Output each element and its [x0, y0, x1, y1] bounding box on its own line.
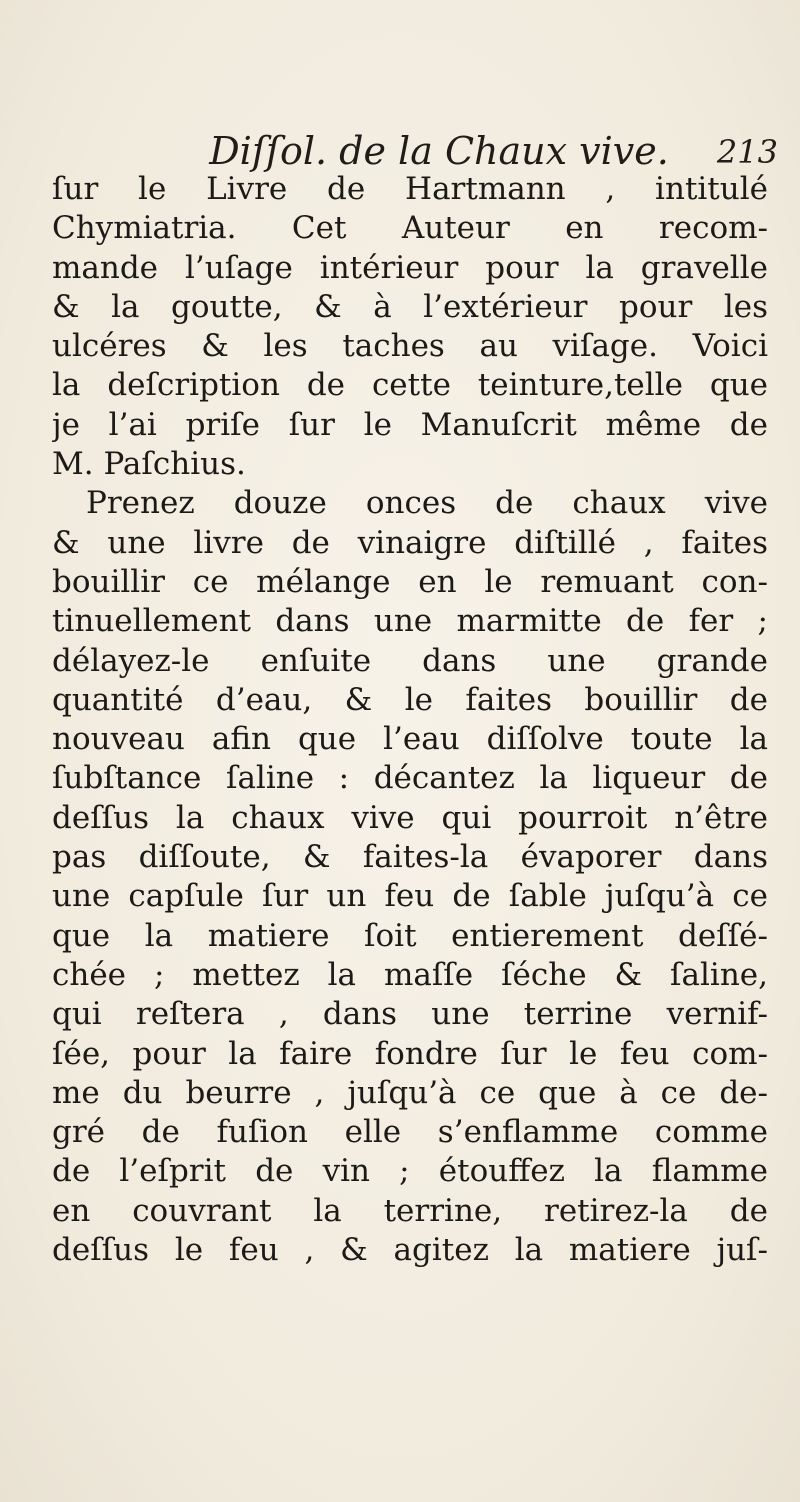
text-line: ſubſtance ſaline : décantez la liqueur de: [52, 760, 768, 797]
text-line: me du beurre , juſqu’à ce que à ce de-: [52, 1074, 768, 1111]
body-text: [52, 170, 768, 1270]
text-line: en couvrant la terrine, retirez-la de: [52, 1192, 768, 1229]
text-line: deſſus la chaux vive qui pourroit n’être: [52, 799, 768, 836]
text-line: mande l’uſage intérieur pour la gravelle: [52, 249, 768, 286]
text-line: de l’eſprit de vin ; étouffez la flamme: [52, 1153, 768, 1190]
text-line: délayez-le enſuite dans une grande: [52, 642, 768, 679]
text-line: une capſule ſur un feu de ſable juſqu’à ce: [52, 878, 768, 915]
text-line: M. Paſchius.: [52, 446, 246, 483]
text-line: ſée, pour la faire fondre ſur le feu com-: [52, 1035, 768, 1072]
text-line: & la goutte, & à l’extérieur pour les: [52, 288, 768, 325]
text-line: Prenez douze onces de chaux vive: [86, 485, 768, 522]
text-line: pas diſſoute, & faites-la évaporer dans: [52, 839, 768, 876]
text-line: bouillir ce mélange en le remuant con-: [52, 563, 768, 600]
text-line: chée ; mettez la maſſe ſéche & ſaline,: [52, 956, 768, 993]
running-head: Diſſol. de la Chaux vive.: [209, 129, 669, 173]
text-line: que la matiere ſoit entierement deſſé-: [52, 917, 768, 954]
text-line: qui reſtera , dans une terrine vernif-: [52, 996, 768, 1033]
text-line: deſſus le feu , & agitez la matiere juſ-: [52, 1232, 768, 1269]
page-number: 213: [716, 133, 778, 171]
text-line: tinuellement dans une marmitte de fer ;: [52, 603, 768, 640]
text-line: la deſcription de cette teinture,telle que: [52, 367, 768, 404]
text-line: ſur le Livre de Hartmann , intitulé: [52, 171, 768, 207]
text-line: je l’ai priſe ſur le Manuſcrit même de: [52, 406, 768, 443]
text-line: ulcéres & les taches au viſage. Voici: [52, 328, 768, 365]
text-line: Chymiatria. Cet Auteur en recom-: [52, 210, 768, 247]
text-line: quantité d’eau, & le faites bouillir de: [52, 681, 768, 718]
text-line: nouveau afin que l’eau diſſolve toute la: [52, 721, 768, 758]
text-line: gré de fuſion elle s’enflamme comme: [52, 1114, 768, 1151]
text-line: & une livre de vinaigre diſtillé , faites: [52, 524, 768, 561]
